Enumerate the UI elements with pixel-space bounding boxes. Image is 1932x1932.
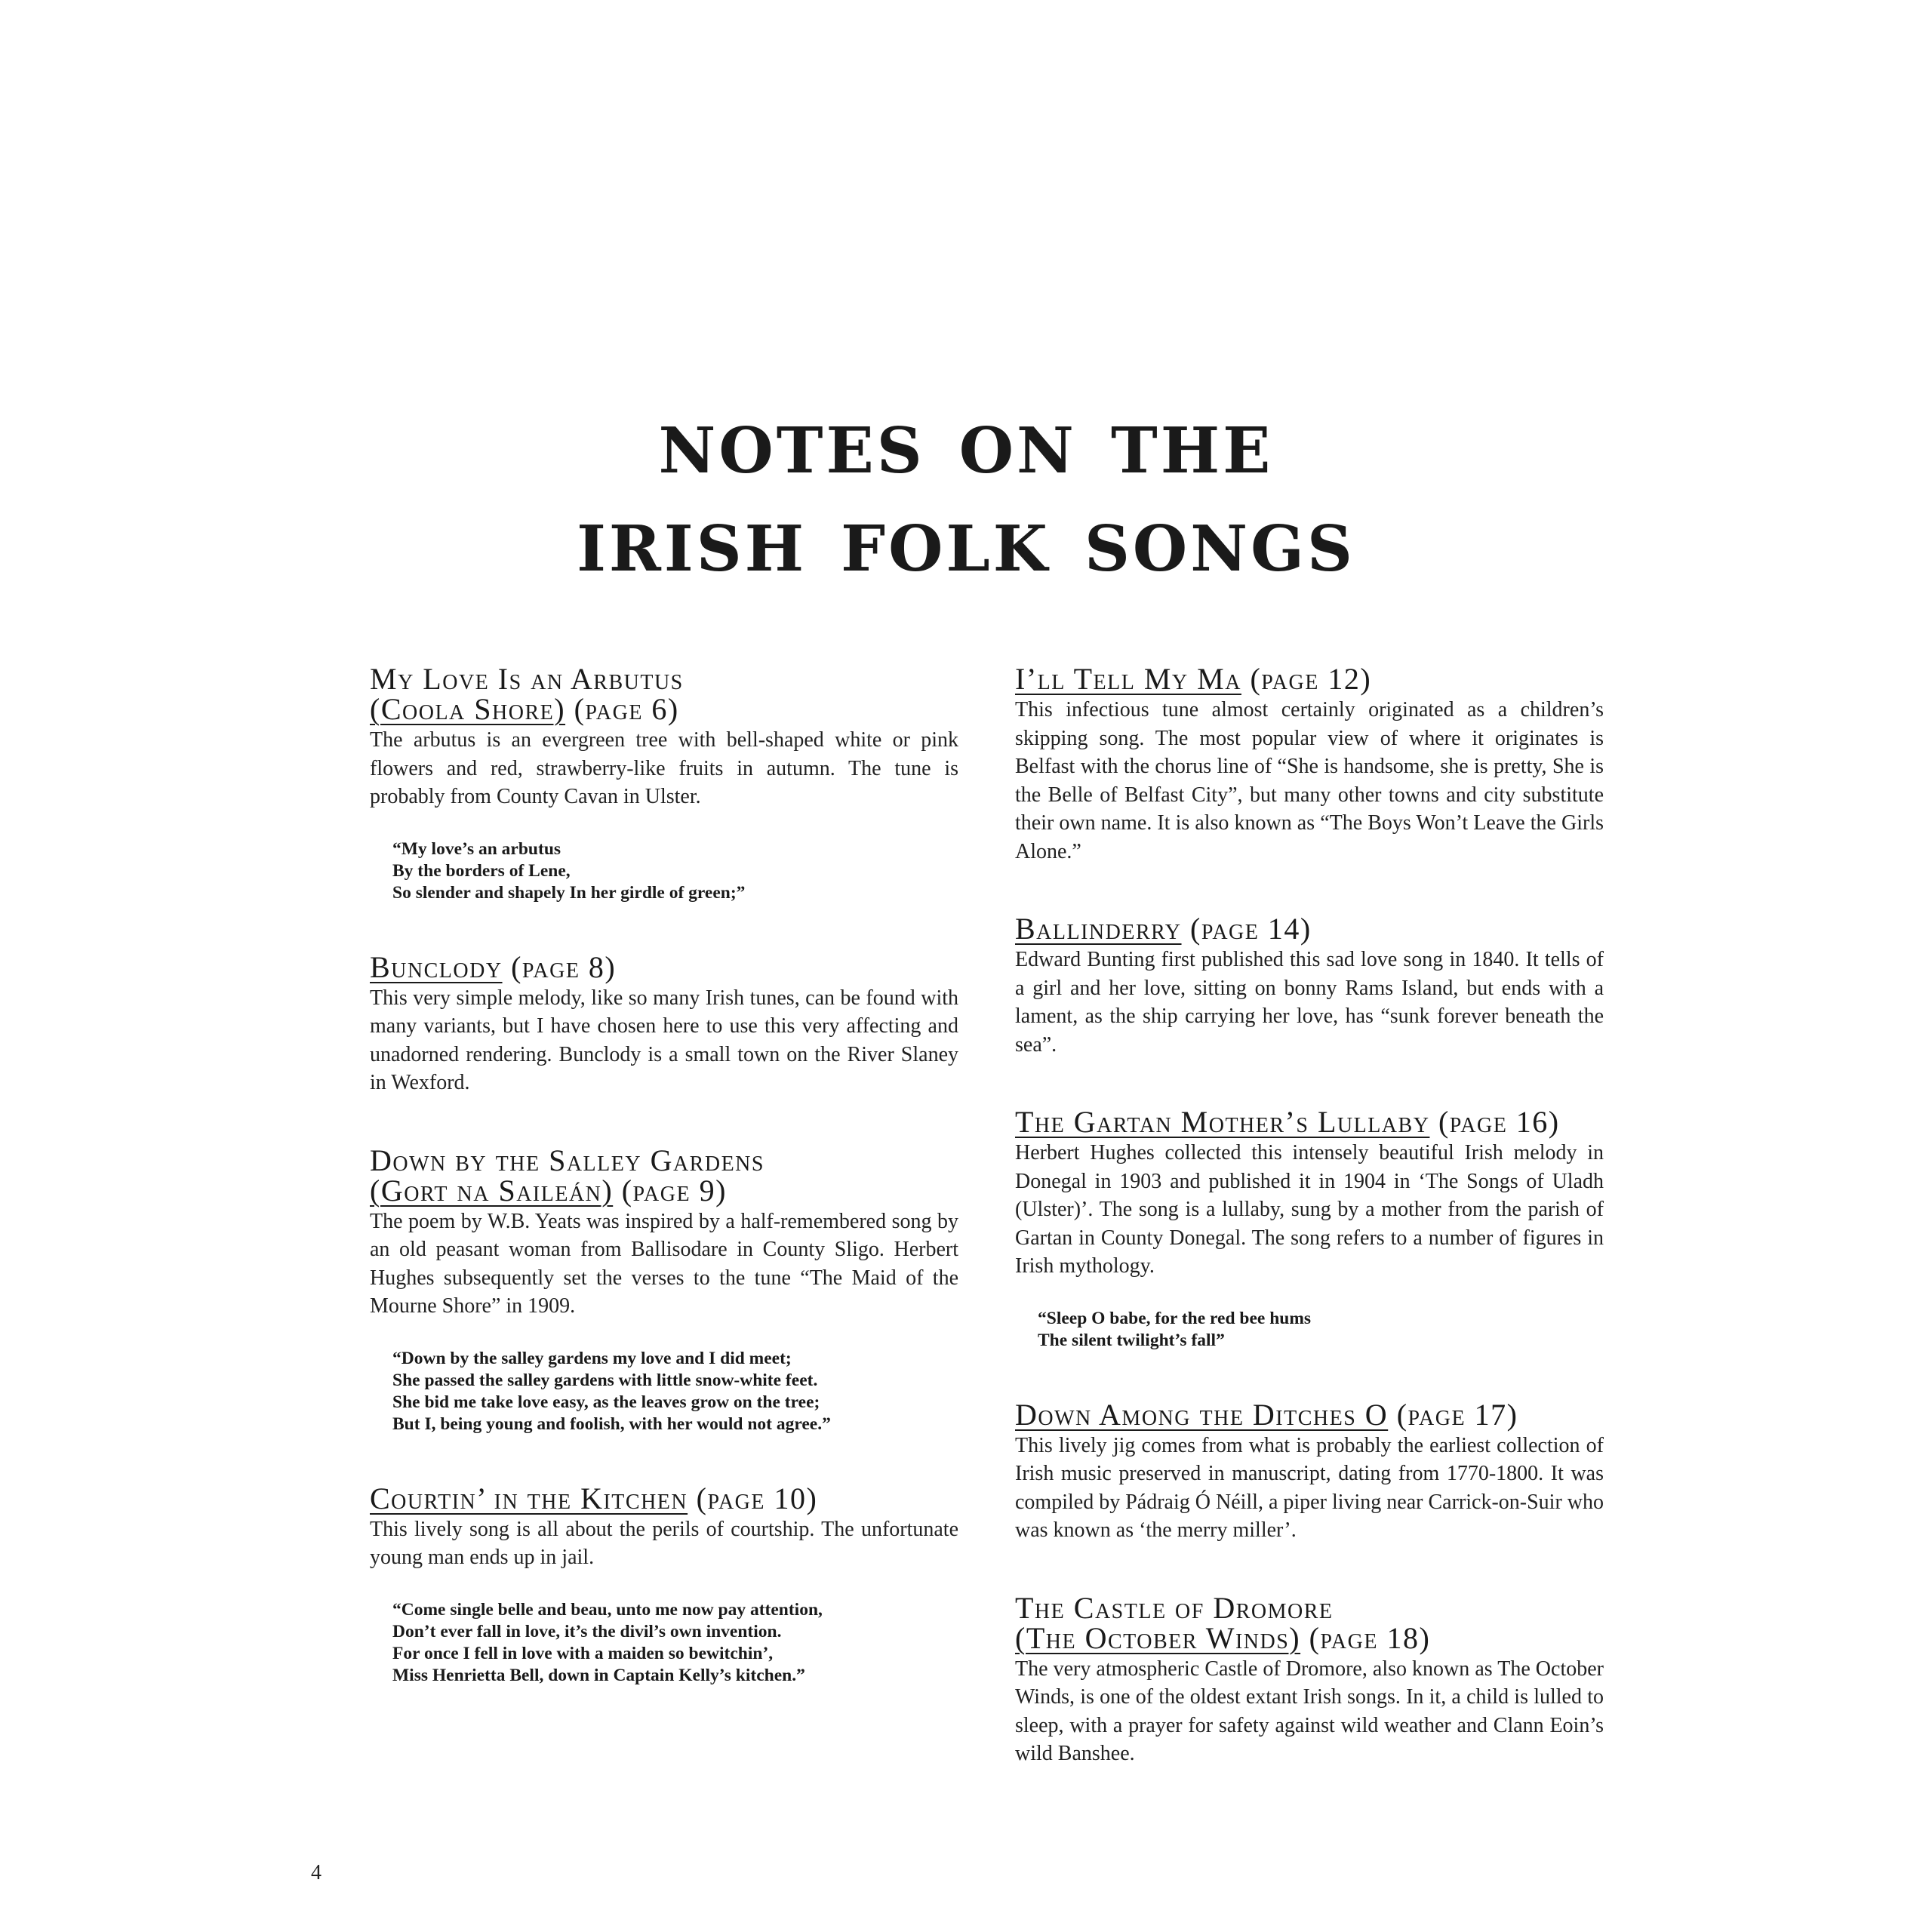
left-column — [370, 664, 958, 1735]
song-heading — [1015, 1590, 1604, 1655]
song-title: Courtin’ in the Kitchen — [370, 1481, 688, 1515]
song-description: Edward Bunting first published this sad love song in 1840. It tells of a girl and her love, sitting on bonny Rams Island, but ends with a lament, as the ship carrying her love, has “sunk forever beneath the sea”. — [1015, 948, 1604, 1057]
song-note-bunclody — [370, 949, 958, 1097]
song-heading — [1015, 1107, 1604, 1137]
page-reference: (page 16) — [1429, 1105, 1560, 1139]
song-heading — [370, 949, 958, 984]
lyric-line: So slender and shapely In her girdle of green;” — [392, 882, 746, 903]
song-description: This lively jig comes from what is probably the earliest collection of Irish music preserved in manuscript, dating from 1770-1800. It was compiled by Pádraig Ó Néill, a piper living near Carrick-on-Suir who was known as ‘the merry miller’. — [1015, 1433, 1604, 1542]
page-reference: (page 8) — [502, 949, 617, 984]
lyric-line: “Down by the salley gardens my love and I did meet; — [392, 1348, 792, 1368]
lyric-line: For once I fell in love with a maiden so bewitchin’, — [392, 1643, 774, 1663]
song-note-my-love-is-an-arbutus — [370, 664, 958, 904]
lyric-quote — [392, 1348, 958, 1435]
song-title: Ballinderry — [1015, 912, 1182, 946]
song-title: Down Among the Ditches O — [1015, 1397, 1389, 1432]
song-note-ballinderry — [1015, 914, 1604, 1059]
song-title: The Gartan Mother’s Lullaby — [1015, 1105, 1430, 1139]
song-note-courtin-in-the-kitchen — [370, 1481, 958, 1687]
song-subtitle: (The October Winds) — [1015, 1620, 1301, 1655]
page-reference: (page 6) — [565, 692, 679, 726]
page-reference: (page 17) — [1388, 1397, 1518, 1432]
song-description: This infectious tune almost certainly originated as a children’s skipping song. The most popular view of where it originates is Belfast with the chorus line of “She is handsome, she is pretty, She is the Belle of Belfast City”, but many other towns and city substitute their own name. It is also known as “The Boys Won’t Leave the Girls Alone.” — [1015, 698, 1604, 863]
page-number: 4 — [311, 1861, 321, 1884]
lyric-quote — [392, 1599, 958, 1687]
song-note-gartan-mothers-lullaby — [1015, 1107, 1604, 1352]
song-note-down-by-the-salley-gardens — [370, 1143, 958, 1435]
song-heading — [370, 1481, 958, 1515]
lyric-line: But I, being young and foolish, with her would not agree.” — [392, 1414, 831, 1434]
page-reference: (page 14) — [1181, 912, 1312, 946]
lyric-quote — [392, 838, 958, 904]
page-reference: (page 10) — [688, 1481, 818, 1515]
song-title: Down by the Salley Gardens — [370, 1143, 764, 1177]
lyric-line: Miss Henrietta Bell, down in Captain Kelly’s kitchen.” — [392, 1665, 805, 1685]
song-note-down-among-the-ditches-o — [1015, 1397, 1604, 1545]
lyric-quote — [1038, 1308, 1604, 1352]
song-description: Herbert Hughes collected this intensely beautiful Irish melody in Donegal in 1903 and published it in 1904 in ‘The Songs of Uladh (Ulster)’. The song is a lullaby, sung by a mother from the parish of Gartan in County Donegal. The song refers to a number of figures in Irish mythology. — [1015, 1141, 1604, 1278]
song-heading — [1015, 1397, 1604, 1432]
song-heading — [1015, 664, 1604, 694]
song-description: The very atmospheric Castle of Dromore, also known as The October Winds, is one of the oldest extant Irish songs. In it, a child is lulled to sleep, with a prayer for safety against wild weather and Clann Eoin’s wild Banshee. — [1015, 1657, 1604, 1765]
lyric-line: “My love’s an arbutus — [392, 838, 561, 859]
song-note-ill-tell-my-ma — [1015, 664, 1604, 866]
song-title: Bunclody — [370, 949, 503, 984]
right-column — [1015, 664, 1604, 1817]
song-subtitle: (Coola Shore) — [370, 692, 566, 726]
song-note-castle-of-dromore — [1015, 1590, 1604, 1768]
lyric-line: Don’t ever fall in love, it’s the divil’s own invention. — [392, 1621, 782, 1641]
page-title-line-1: notes on the — [658, 389, 1274, 494]
lyric-line: By the borders of Lene, — [392, 860, 571, 881]
song-description: This lively song is all about the perils of courtship. The unfortunate young man ends up in jail. — [370, 1517, 958, 1569]
song-heading — [1015, 914, 1604, 944]
lyric-line: The silent twilight’s fall” — [1038, 1330, 1225, 1350]
song-description: This very simple melody, like so many Irish tunes, can be found with many variants, but I have chosen here to use this very affecting and unadorned rendering. Bunclody is a small town on the River Slaney in Wexford. — [370, 986, 958, 1094]
song-title: I’ll Tell My Ma — [1015, 662, 1241, 696]
song-title: My Love Is an Arbutus — [370, 662, 684, 696]
lyric-line: She passed the salley gardens with little snow-white feet. — [392, 1370, 818, 1390]
song-heading — [370, 664, 958, 724]
page-reference: (page 18) — [1300, 1620, 1431, 1655]
lyric-line: “Sleep O babe, for the red bee hums — [1038, 1308, 1312, 1328]
page-title — [0, 389, 1932, 592]
song-title: The Castle of Dromore — [1015, 1590, 1334, 1625]
lyric-line: “Come single belle and beau, unto me now pay attention, — [392, 1599, 823, 1620]
page-title-line-2: irish folk songs — [577, 487, 1355, 592]
song-subtitle: (Gort na Saileán) — [370, 1173, 614, 1208]
song-description: The arbutus is an evergreen tree with bell-shaped white or pink flowers and red, strawberry-like fruits in autumn. The tune is probably from County Cavan in Ulster. — [370, 728, 958, 808]
lyric-line: She bid me take love easy, as the leaves grow on the tree; — [392, 1392, 820, 1412]
page-reference: (page 9) — [613, 1173, 727, 1208]
song-description: The poem by W.B. Yeats was inspired by a half-remembered song by an old peasant woman from Ballisodare in County Sligo. Herbert Hughes subsequently set the verses to the tune “The Maid of the Mourne Shore” in 1909. — [370, 1209, 958, 1318]
page-reference: (page 12) — [1241, 662, 1372, 696]
song-heading — [370, 1143, 958, 1208]
